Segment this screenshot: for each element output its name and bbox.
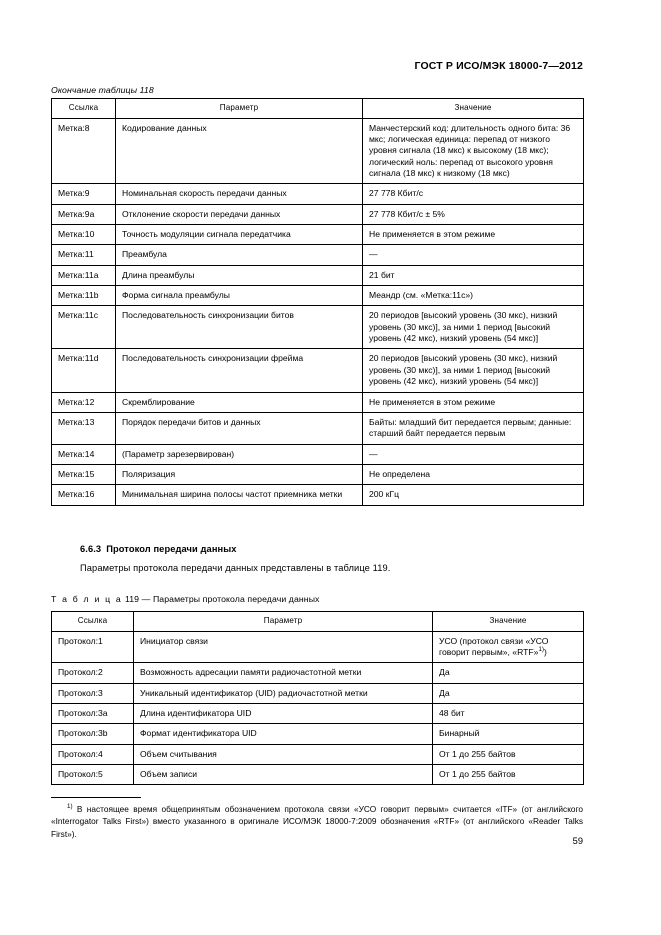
cell-parameter: Инициатор связи <box>134 631 433 663</box>
cell-value <box>433 683 584 703</box>
cell-parameter: Длина преамбулы <box>116 265 363 285</box>
table-row <box>52 663 584 683</box>
section-number: 6.6.3 <box>80 544 102 554</box>
section-heading <box>80 544 237 554</box>
cell-value-text: Да <box>439 687 450 698</box>
cell-parameter: Последовательность синхронизации фрейма <box>116 349 363 392</box>
cell-value: Не применяется в этом режиме <box>363 225 584 245</box>
cell-reference: Метка:13 <box>52 412 116 444</box>
table-row <box>52 485 584 505</box>
section-paragraph: Параметры протокола передачи данных представлены в таблице 119. <box>80 563 391 573</box>
table-row <box>52 349 584 392</box>
table-118-col-value: Значение <box>363 99 584 119</box>
cell-reference: Протокол:4 <box>52 744 134 764</box>
cell-reference: Метка:12 <box>52 392 116 412</box>
table-119-caption-label: Т а б л и ц а <box>51 594 123 604</box>
cell-parameter: Объем считывания <box>134 744 433 764</box>
table-119-caption-number: 119 <box>124 594 140 604</box>
table-119-col-param: Параметр <box>134 612 433 632</box>
cell-value: 20 периодов [высокий уровень (30 мкс), низкий уровень (30 мкс)], за ними 1 период [высокий уровень (42 мкс), низкий уровень (54 мкс)] <box>363 349 584 392</box>
table-row <box>52 184 584 204</box>
table-119 <box>51 611 584 785</box>
cell-value <box>433 631 584 663</box>
cell-parameter: Кодирование данных <box>116 118 363 184</box>
cell-parameter: (Параметр зарезервирован) <box>116 444 363 464</box>
cell-value <box>433 663 584 683</box>
table-row <box>52 245 584 265</box>
cell-value <box>433 724 584 744</box>
table-118-col-ref: Ссылка <box>52 99 116 119</box>
cell-value: 27 778 Кбит/с ± 5% <box>363 204 584 224</box>
cell-reference: Протокол:3b <box>52 724 134 744</box>
cell-value-text: УСО (протокол связи «УСО говорит первым», «RTF» <box>439 635 549 658</box>
table-119-body <box>52 631 584 785</box>
table-118-body <box>52 118 584 505</box>
cell-parameter: Последовательность синхронизации битов <box>116 306 363 349</box>
footnote <box>51 803 583 840</box>
running-header-standard-title: ГОСТ Р ИСО/МЭК 18000-7—2012 <box>414 60 583 72</box>
footnote-reference-marker: 1) <box>538 646 545 654</box>
cell-value <box>433 744 584 764</box>
table-row <box>52 392 584 412</box>
footnote-separator-rule <box>51 797 141 798</box>
table-118-col-param: Параметр <box>116 99 363 119</box>
cell-value: — <box>363 444 584 464</box>
table-119-header-row <box>52 612 584 632</box>
cell-value: 27 778 Кбит/с <box>363 184 584 204</box>
footnote-text: В настоящее время общепринятым обозначением протокола связи «УСО говорит первым» считается «ITF» (от английского «Interrogator Talks First») вместо указанного в оригинале ИСО/МЭК 18000-7:2009 обозначения «RTF» (от английского «Reader Talks First»). <box>51 804 583 839</box>
cell-value: 200 кГц <box>363 485 584 505</box>
table-119-col-ref: Ссылка <box>52 612 134 632</box>
cell-parameter: Длина идентификатора UID <box>134 704 433 724</box>
cell-parameter: Минимальная ширина полосы частот приемника метки <box>116 485 363 505</box>
table-row <box>52 744 584 764</box>
table-119-caption <box>51 594 320 604</box>
table-row <box>52 464 584 484</box>
table-row <box>52 631 584 663</box>
table-row <box>52 204 584 224</box>
table-row <box>52 118 584 184</box>
cell-parameter: Объем записи <box>134 765 433 785</box>
table-row <box>52 225 584 245</box>
table-row <box>52 765 584 785</box>
cell-value-text: От 1 до 255 байтов <box>439 748 516 759</box>
cell-value: — <box>363 245 584 265</box>
cell-reference: Метка:15 <box>52 464 116 484</box>
table-119-head <box>52 612 584 632</box>
table-119-col-value: Значение <box>433 612 584 632</box>
cell-parameter: Поляризация <box>116 464 363 484</box>
cell-value-text: 48 бит <box>439 708 465 719</box>
cell-reference: Протокол:2 <box>52 663 134 683</box>
table-118-continuation-caption: Окончание таблицы 118 <box>51 85 154 95</box>
cell-reference: Метка:14 <box>52 444 116 464</box>
table-row <box>52 724 584 744</box>
cell-parameter: Возможность адресации памяти радиочастотной метки <box>134 663 433 683</box>
cell-parameter: Преамбула <box>116 245 363 265</box>
cell-reference: Метка:11a <box>52 265 116 285</box>
table-119-caption-dash: — <box>141 594 151 604</box>
table-row <box>52 286 584 306</box>
cell-value: 21 бит <box>363 265 584 285</box>
cell-value: Не применяется в этом режиме <box>363 392 584 412</box>
cell-reference: Метка:10 <box>52 225 116 245</box>
table-118 <box>51 98 584 506</box>
footnote-marker: 1) <box>67 803 73 811</box>
cell-value: Меандр (см. «Метка:11с») <box>363 286 584 306</box>
table-row <box>52 306 584 349</box>
table-118-head <box>52 99 584 119</box>
cell-value-text: От 1 до 255 байтов <box>439 769 516 780</box>
cell-value-text: Да <box>439 667 450 678</box>
table-118-header-row <box>52 99 584 119</box>
cell-value: 20 периодов [высокий уровень (30 мкс), низкий уровень (30 мкс)], за ними 1 период [высокий уровень (42 мкс), низкий уровень (54 мкс)] <box>363 306 584 349</box>
table-row <box>52 265 584 285</box>
cell-reference: Метка:11c <box>52 306 116 349</box>
table-118-container <box>51 98 584 506</box>
table-row <box>52 683 584 703</box>
cell-reference: Протокол:3a <box>52 704 134 724</box>
table-119-container <box>51 611 584 785</box>
page-number: 59 <box>572 836 583 846</box>
cell-value: Не определена <box>363 464 584 484</box>
cell-value <box>433 765 584 785</box>
cell-parameter: Порядок передачи битов и данных <box>116 412 363 444</box>
cell-reference: Протокол:1 <box>52 631 134 663</box>
cell-value <box>433 704 584 724</box>
cell-value: Манчестерский код: длительность одного бита: 36 мкс; логическая единица: перепад от низкого уровня сигнала (18 мкс) к высокому (18 мкс); логический ноль: перепад от высокого уровня сигнала (18 мкс) к низкому (18 мкс) <box>363 118 584 184</box>
cell-reference: Метка:11 <box>52 245 116 265</box>
cell-parameter: Форма сигнала преамбулы <box>116 286 363 306</box>
table-row <box>52 704 584 724</box>
section-title: Протокол передачи данных <box>106 544 237 554</box>
cell-parameter: Отклонение скорости передачи данных <box>116 204 363 224</box>
cell-reference: Протокол:3 <box>52 683 134 703</box>
cell-parameter: Точность модуляции сигнала передатчика <box>116 225 363 245</box>
cell-value: Байты: младший бит передается первым; данные: старший байт передается первым <box>363 412 584 444</box>
cell-reference: Метка:11d <box>52 349 116 392</box>
table-row <box>52 444 584 464</box>
cell-reference: Метка:16 <box>52 485 116 505</box>
cell-parameter: Уникальный идентификатор (UID) радиочастотной метки <box>134 683 433 703</box>
cell-reference: Протокол:5 <box>52 765 134 785</box>
cell-reference: Метка:9 <box>52 184 116 204</box>
cell-parameter: Формат идентификатора UID <box>134 724 433 744</box>
cell-value-text: Бинарный <box>439 728 480 739</box>
table-row <box>52 412 584 444</box>
cell-parameter: Скремблирование <box>116 392 363 412</box>
cell-reference: Метка:11b <box>52 286 116 306</box>
table-119-caption-title: Параметры протокола передачи данных <box>152 594 320 604</box>
cell-value-text-tail: ) <box>544 647 547 658</box>
cell-reference: Метка:8 <box>52 118 116 184</box>
cell-parameter: Номинальная скорость передачи данных <box>116 184 363 204</box>
cell-reference: Метка:9a <box>52 204 116 224</box>
